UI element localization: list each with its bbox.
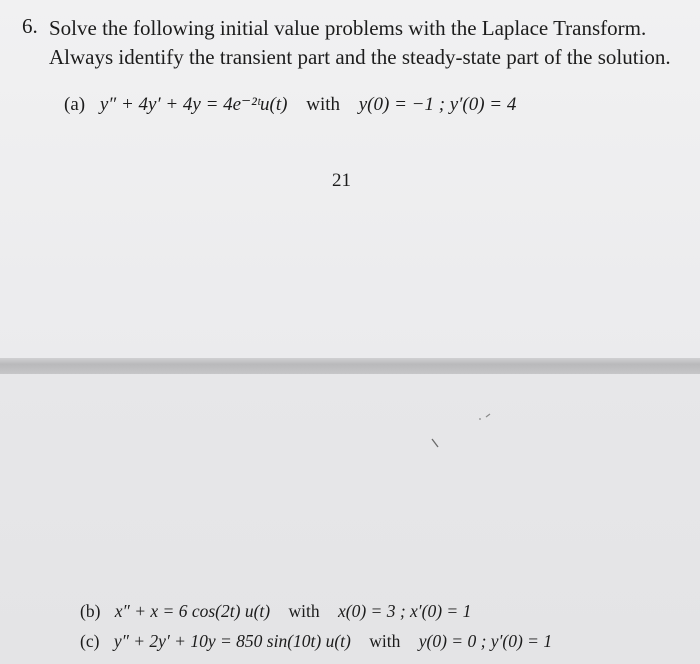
pencil-mark <box>420 405 500 455</box>
problem-number: 6. <box>22 14 38 38</box>
part-c <box>80 631 552 652</box>
part-a-equation: y″ + 4y′ + 4y = 4e⁻²ᵗu(t) <box>99 94 288 115</box>
page-number: 21 <box>332 170 351 191</box>
part-a-conditions: y(0) = −1 ; y′(0) = 4 <box>358 94 517 115</box>
part-b-label: (b) <box>80 601 101 621</box>
part-c-equation: y″ + 2y′ + 10y = 850 sin(10t) u(t) <box>113 631 351 651</box>
part-c-conditions: y(0) = 0 ; y′(0) = 1 <box>418 631 553 651</box>
part-b-equation: x″ + x = 6 cos(2t) u(t) <box>114 601 271 621</box>
part-b <box>80 601 471 622</box>
part-a <box>64 93 516 116</box>
page-fold <box>0 358 700 374</box>
part-b-conditions: x(0) = 3 ; x′(0) = 1 <box>337 601 472 621</box>
problem-statement: Solve the following initial value problems with the Laplace Transform. Always identify the transient part and the steady-state part of the solution. <box>49 16 671 69</box>
part-a-with: with <box>306 94 340 115</box>
part-c-label: (c) <box>80 631 100 651</box>
part-c-with: with <box>369 631 401 651</box>
part-b-with: with <box>288 601 320 621</box>
part-a-label: (a) <box>64 94 86 115</box>
